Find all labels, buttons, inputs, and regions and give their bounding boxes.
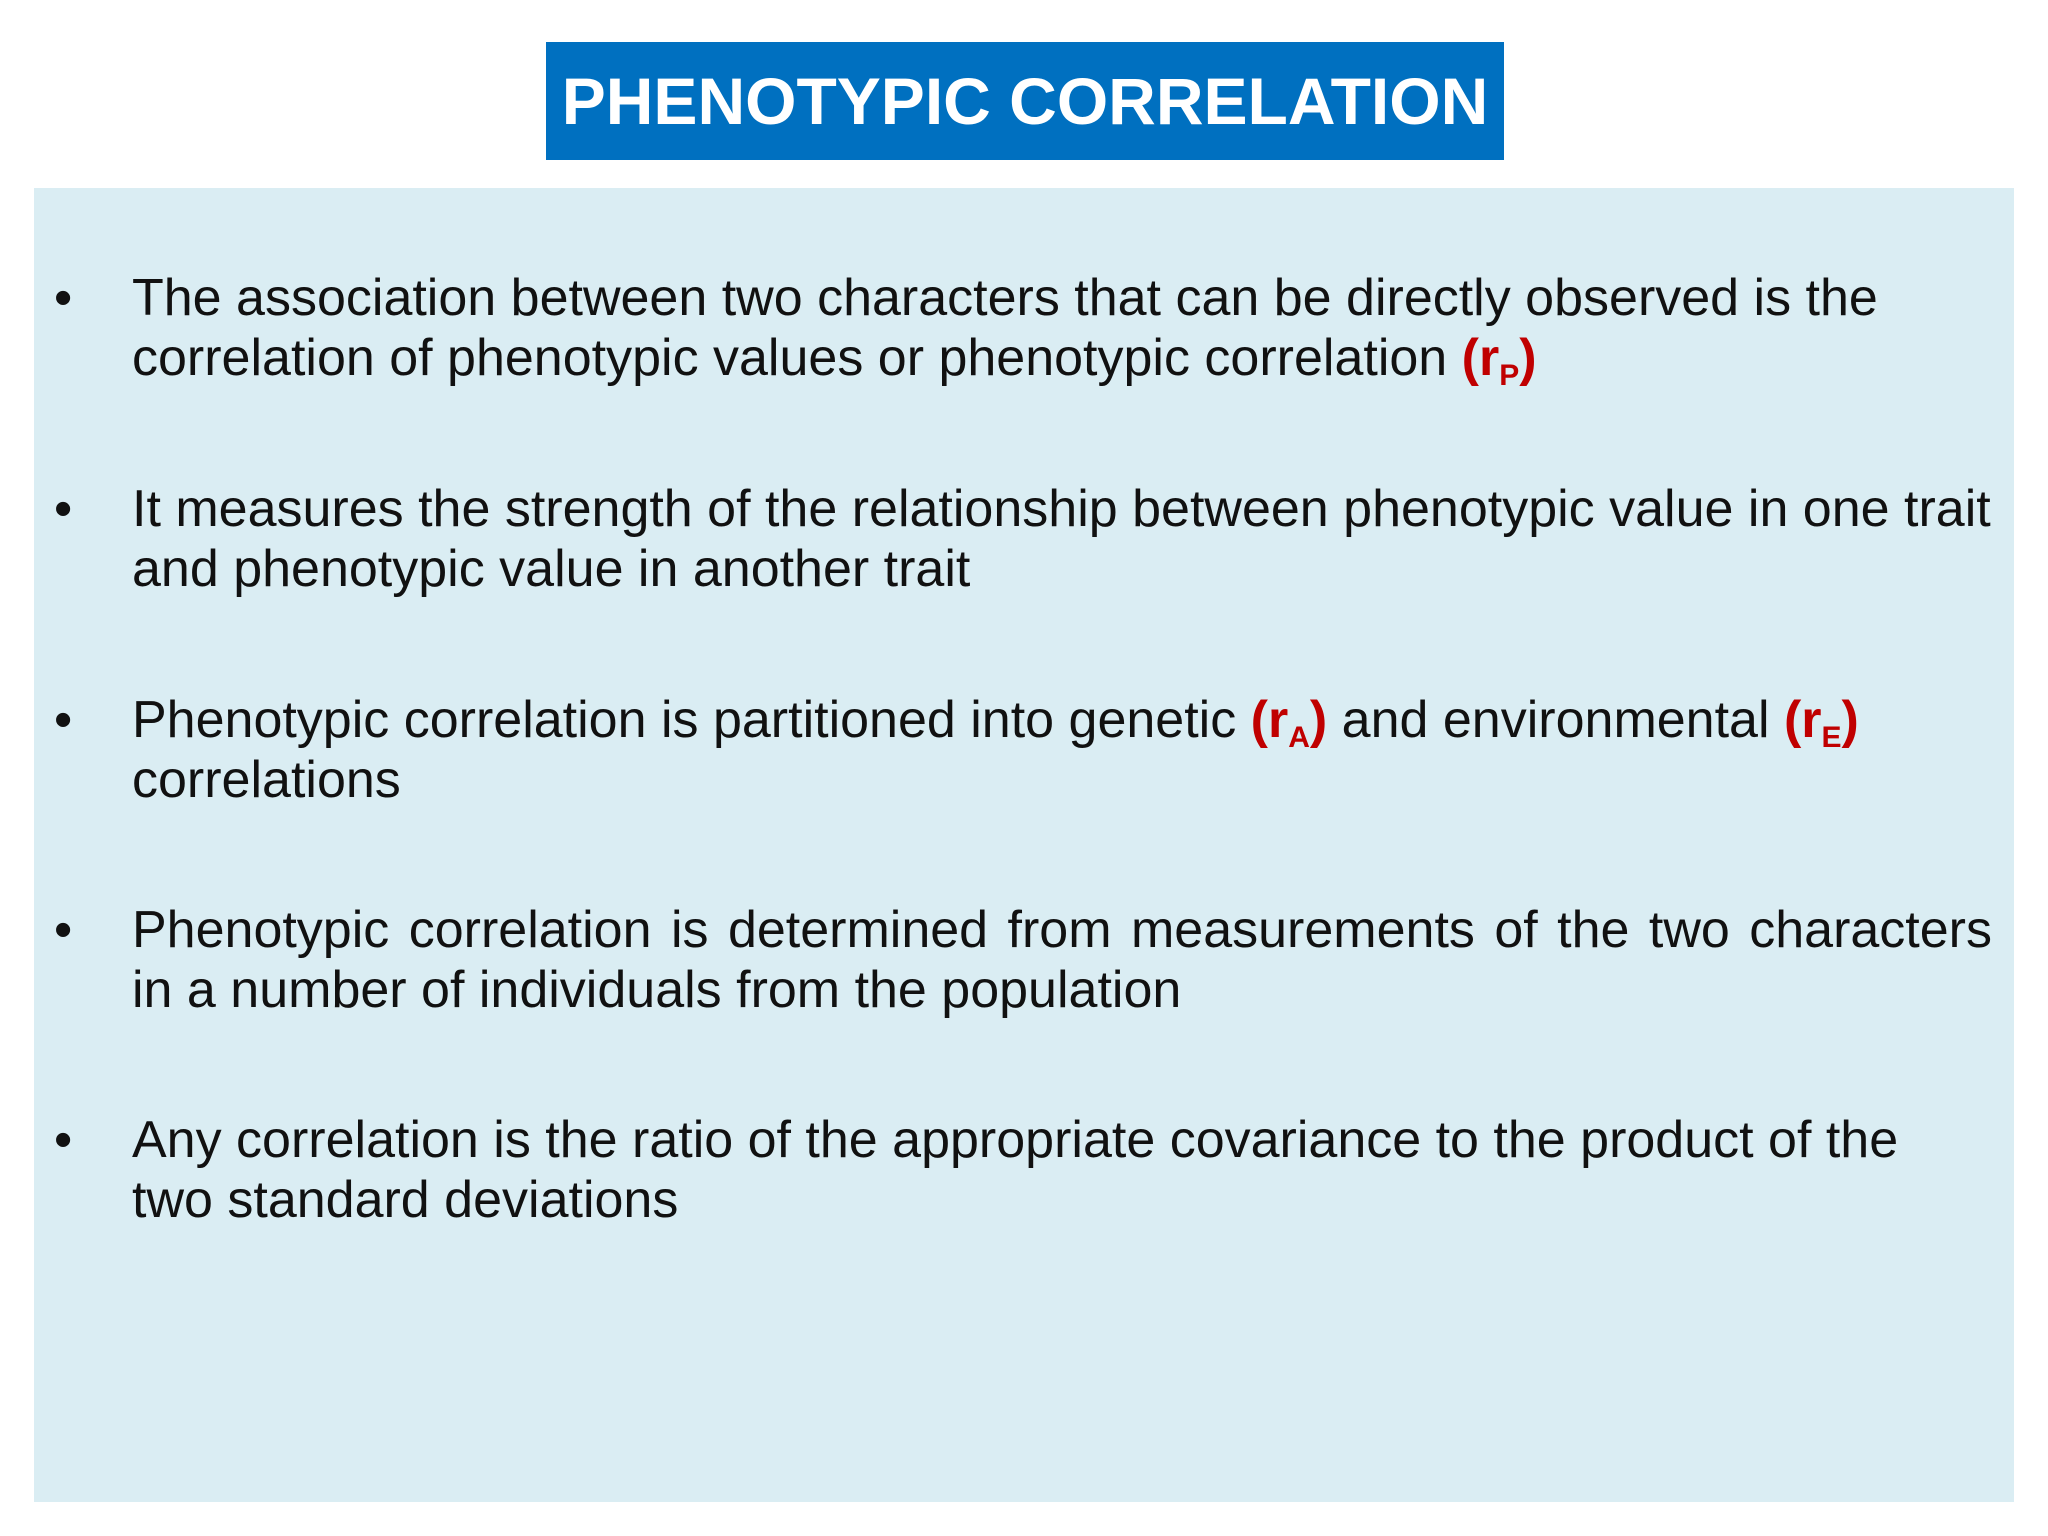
bullet-text: It measures the strength of the relationship between phenotypic value in one trait and phenotypic value in another trait [132, 480, 1991, 598]
bullet-text: Any correlation is the ratio of the appropriate covariance to the product of the two standard deviations [132, 1111, 1899, 1229]
bullet-text [132, 690, 1992, 810]
bullet-text-part: and environmental [1327, 691, 1784, 749]
symbol-close: ) [1841, 691, 1859, 749]
ra-symbol [1250, 691, 1328, 754]
bullet-text: Phenotypic correlation is determined from measurements of the two characters in a number of individuals from the population [132, 901, 1992, 1019]
bullet-text [132, 268, 1992, 392]
bullet-text-part: The association between two characters that can be directly observed is the correlation of phenotypic values or phenotypic correlation [132, 269, 1878, 387]
bullet-marker: • [54, 691, 73, 749]
bullet-marker: • [54, 269, 73, 327]
symbol-open: (r [1461, 329, 1500, 387]
symbol-open: (r [1783, 691, 1822, 749]
symbol-close: ) [1309, 691, 1328, 749]
symbol-subscript: A [1288, 721, 1310, 754]
slide-title: PHENOTYPIC CORRELATION [561, 64, 1489, 138]
re-symbol [1783, 691, 1859, 754]
bullet-text-part: Phenotypic correlation is partitioned into genetic [132, 691, 1251, 749]
title-banner [546, 42, 1504, 160]
rp-symbol [1461, 329, 1537, 392]
symbol-open: (r [1250, 691, 1289, 749]
symbol-close: ) [1519, 329, 1537, 387]
bullet-text-part: correlations [132, 751, 401, 809]
symbol-subscript: P [1499, 359, 1520, 392]
content-panel [34, 188, 2014, 1502]
symbol-subscript: E [1821, 721, 1842, 754]
bullet-marker: • [54, 1111, 73, 1169]
bullet-marker: • [54, 901, 73, 959]
bullet-marker: • [54, 480, 73, 538]
